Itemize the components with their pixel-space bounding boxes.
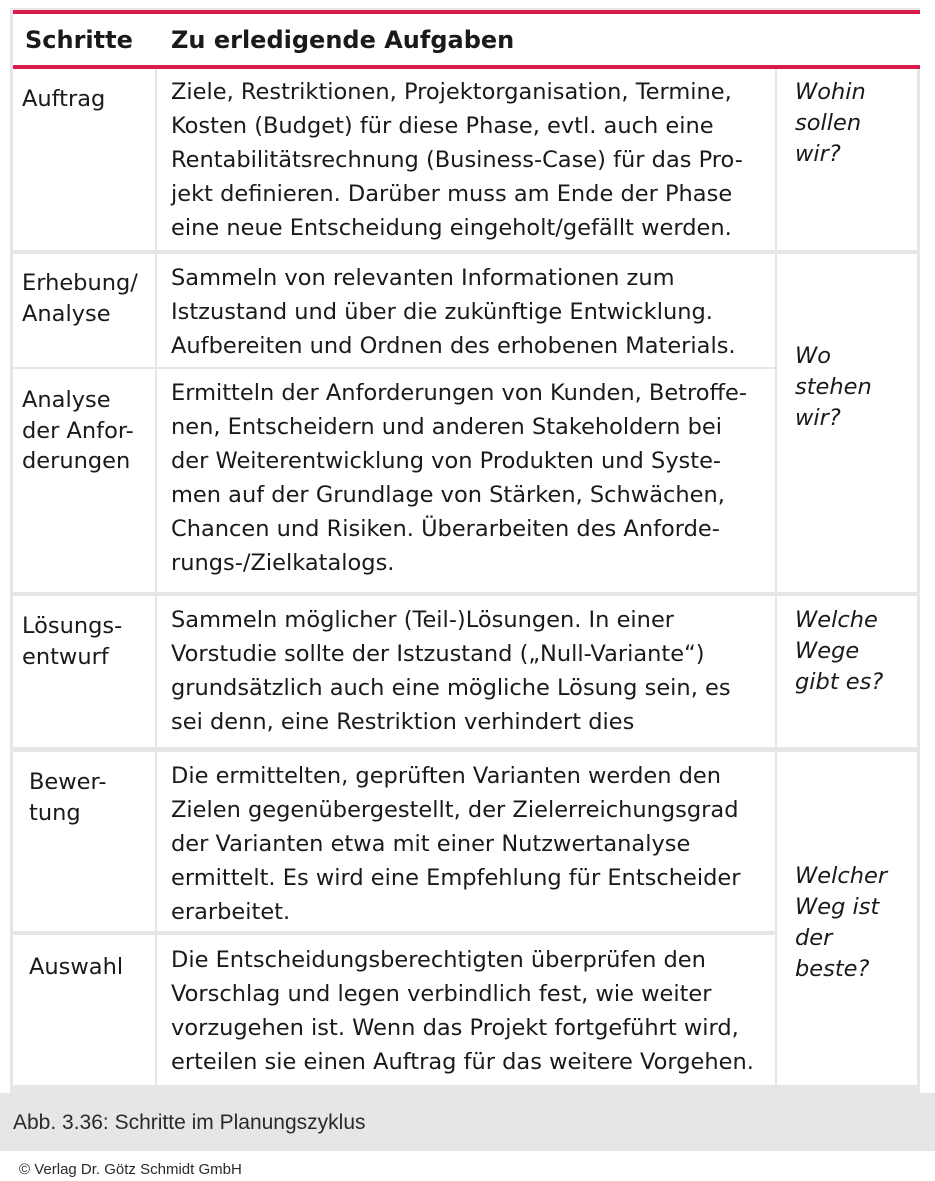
task-text: Ermitteln der Anforderungen von Kunden, Betroffe- nen, Entscheidern und anderen Stakeholdern bei der Weiterentwicklung von Produkten und Syste- men auf der Grundlage von Stärken, Schwächen, Chancen und Risiken. Überarbeiten des Anforde- rungs-/Zielkatalogs. (171, 380, 747, 576)
step-label: Auswahl (29, 954, 124, 980)
task-text: Sammeln von relevanten Informationen zum Istzustand und über die zukünftige Entwicklung. Aufbereiten und Ordnen des erhobenen Materials. (171, 265, 736, 359)
figure-caption: Abb. 3.36: Schritte im Planungszyklus (13, 1111, 366, 1134)
copyright-notice: © Verlag Dr. Götz Schmidt GmbH (19, 1161, 242, 1178)
step-label: Lösungs- entwurf (22, 613, 123, 670)
question-text: Welche Wege gibt es? (795, 607, 884, 695)
step-label: Auftrag (22, 86, 106, 112)
task-text: Ziele, Restriktionen, Projektorganisation, Termine, Kosten (Budget) für diese Phase, evtl. auch eine Rentabilitätsrechnung (Business-Case) für das Pro- jekt definieren. Darüber muss am Ende der Phase eine neue Entscheidung eingeholt/gefällt werden. (171, 79, 743, 241)
task-text: Die Entscheidungsberechtigten überprüfen den Vorschlag und legen verbindlich fest, wie weiter vorzugehen ist. Wenn das Projekt fortgeführt wird, erteilen sie einen Auftrag für das weitere Vorgehen. (171, 947, 754, 1075)
step-label: Bewer- tung (29, 769, 107, 826)
question-text: Welcher Weg ist der beste? (795, 863, 888, 982)
header-schritte: Schritte (25, 26, 133, 54)
header-aufgaben: Zu erledigende Aufgaben (171, 26, 515, 54)
task-text: Sammeln möglicher (Teil-)Lösungen. In einer Vorstudie sollte der Istzustand („Null-Variante“) grundsätzlich auch eine mögliche Lösung sein, es sei denn, eine Restriktion verhindert dies (171, 607, 731, 735)
question-text: Wo stehen wir? (795, 343, 872, 431)
task-text: Die ermittelten, geprüften Varianten werden den Zielen gegenübergestellt, der Zielerreichungsgrad der Varianten etwa mit einer Nutzwertanalyse ermittelt. Es wird eine Empfehlung für Entscheider erarbeitet. (171, 763, 741, 925)
question-text: Wohin sollen wir? (795, 79, 866, 167)
step-label: Erhebung/ Analyse (22, 270, 138, 327)
step-label: Analyse der Anfor- derungen (22, 387, 134, 474)
